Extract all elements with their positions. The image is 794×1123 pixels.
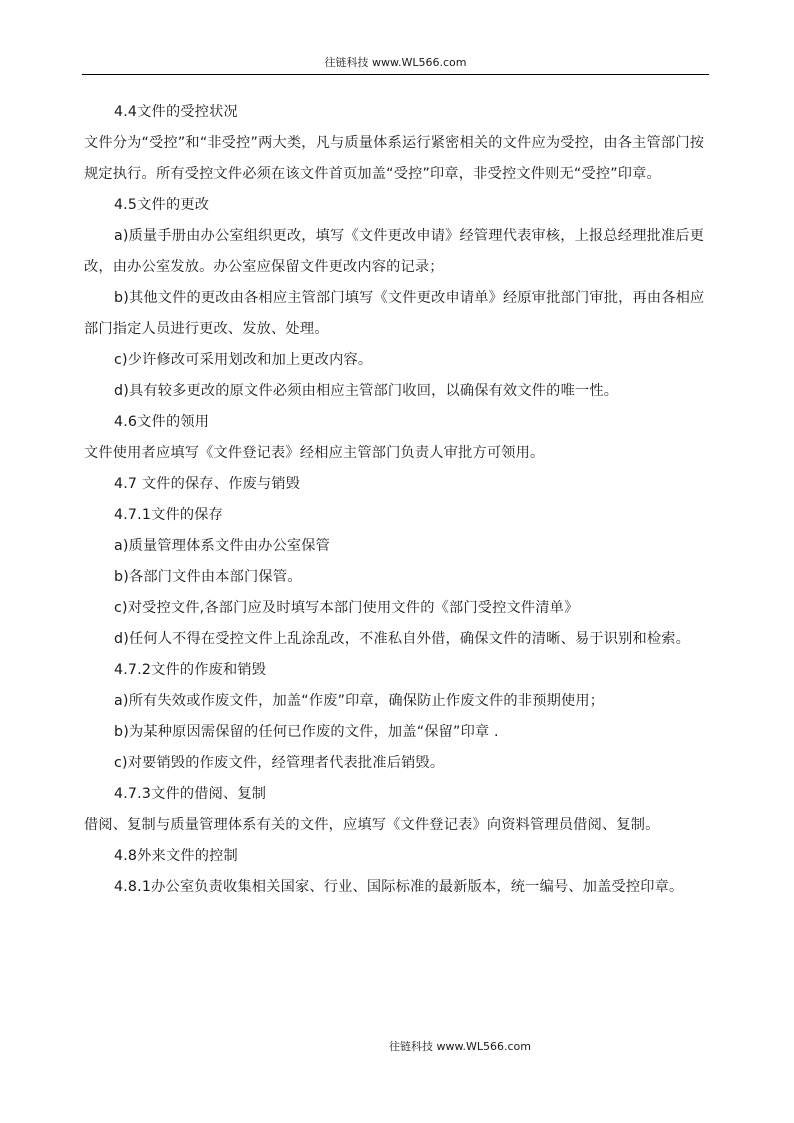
page-header: 往链科技 www.WL566.com xyxy=(324,56,467,69)
paragraph-borrow-copy: 借阅、复制与质量管理体系有关的文件，应填写《文件登记表》向资料管理员借阅、复制。 xyxy=(84,817,660,833)
section-heading-4-8-1: 4.8.1办公室负责收集相关国家、行业、国际标准的最新版本，统一编号、加盖受控印章。 xyxy=(114,879,684,895)
document-body xyxy=(84,97,709,903)
section-heading-4-7-3: 4.7.3文件的借阅、复制 xyxy=(114,786,267,802)
list-item-4-7-2-a: a)所有失效或作废文件，加盖“作废”印章，确保防止作废文件的非预期使用； xyxy=(114,693,605,709)
list-item-4-7-1-d: d)任何人不得在受控文件上乱涂乱改，不准私自外借，确保文件的清晰、易于识别和检索。 xyxy=(114,631,691,647)
list-item-4-7-2-c: c)对要销毁的作废文件，经管理者代表批准后销毁。 xyxy=(114,755,445,771)
list-item-4-7-1-a: a)质量管理体系文件由办公室保管 xyxy=(114,538,331,554)
list-item-4-7-2-b: b)为某种原因需保留的任何已作废的文件，加盖“保留”印章 . xyxy=(114,724,499,740)
section-heading-4-5: 4.5文件的更改 xyxy=(114,197,210,213)
list-item-4-5-b: b)其他文件的更改由各相应主管部门填写《文件更改申请单》经原审批部门审批，再由各相应部门指定人员进行更改、发放、处理。 xyxy=(84,290,705,337)
section-heading-4-6: 4.6文件的领用 xyxy=(114,414,210,430)
list-item-4-7-1-c: c)对受控文件,各部门应及时填写本部门使用文件的《部门受控文件清单》 xyxy=(114,600,579,616)
paragraph-document-issuance: 文件使用者应填写《文件登记表》经相应主管部门负责人审批方可领用。 xyxy=(84,445,545,461)
list-item-4-5-c: c)少许修改可采用划改和加上更改内容。 xyxy=(114,352,373,368)
section-heading-4-8: 4.8外来文件的控制 xyxy=(114,848,238,864)
list-item-4-7-1-b: b)各部门文件由本部门保管。 xyxy=(114,569,302,585)
section-heading-4-7: 4.7 文件的保存、作废与销毁 xyxy=(114,476,301,492)
paragraph-controlled-status: 文件分为“受控”和“非受控”两大类，凡与质量体系运行紧密相关的文件应为受控，由各主管部门按规定执行。所有受控文件必须在该文件首页加盖“受控”印章，非受控文件则无“受控”印章。 xyxy=(84,135,705,182)
list-item-4-5-a: a)质量手册由办公室组织更改，填写《文件更改申请》经管理代表审核，上报总经理批准后更改，由办公室发放。办公室应保留文件更改内容的记录； xyxy=(84,228,705,275)
section-heading-4-4: 4.4文件的受控状况 xyxy=(114,104,238,120)
section-heading-4-7-2: 4.7.2文件的作废和销毁 xyxy=(114,662,267,678)
section-heading-4-7-1: 4.7.1文件的保存 xyxy=(114,507,224,523)
header-divider xyxy=(82,74,709,75)
list-item-4-5-d: d)具有较多更改的原文件必须由相应主管部门收回，以确保有效文件的唯一性。 xyxy=(114,383,619,399)
page-footer: 往链科技 www.WL566.com xyxy=(389,1040,531,1053)
